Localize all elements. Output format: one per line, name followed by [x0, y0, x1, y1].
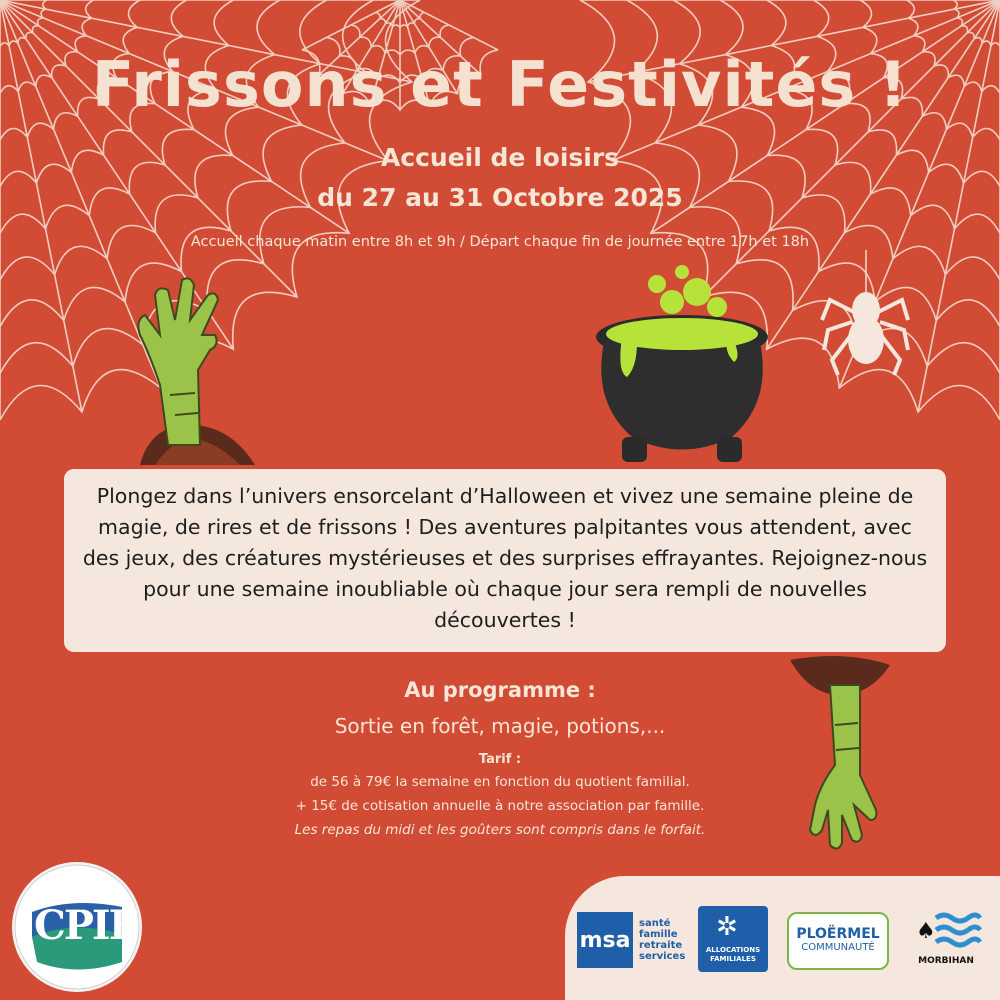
programme-text: Sortie en forêt, magie, potions,... — [334, 714, 666, 738]
msa-lines — [639, 918, 685, 962]
page-title: Frissons et Festivités ! — [91, 48, 909, 121]
caf-logo — [698, 906, 768, 972]
cauldron-icon — [582, 262, 782, 468]
msa-line: services — [639, 951, 686, 962]
description-box: Plongez dans l’univers ensorcelant d’Halloween et vivez une semaine pleine de magie, de rires et de frissons ! Des aventures palpitantes vous attendent, avec des jeux, des créatures mystérieuses et des surprises effrayantes. Rejoignez-nous pour une semaine inoubliable où chaque jour sera rempli de nouvelles découvertes ! — [64, 469, 946, 652]
hours-text: Accueil chaque matin entre 8h et 9h / Départ chaque fin de journée entre 17h et 18h — [190, 234, 810, 250]
caf-text: ALLOCATIONS FAMILIALES — [705, 946, 761, 963]
ploermel-line1: PLOËRMEL — [796, 926, 880, 942]
zombie-hand-icon — [120, 275, 260, 470]
svg-text:♠: ♠ — [916, 919, 936, 944]
morbihan-text: MORBIHAN — [918, 956, 974, 966]
subtitle-dates: du 27 au 31 Octobre 2025 — [317, 183, 683, 212]
cpie-logo — [12, 862, 142, 992]
msa-line: santé — [639, 918, 671, 929]
caf-family-icon: ✲ — [716, 912, 738, 942]
ploermel-line2: COMMUNAUTÉ — [801, 942, 875, 953]
msa-line: famille — [639, 929, 678, 940]
spider-icon — [820, 250, 910, 390]
cpie-letters: CPIE — [34, 902, 138, 949]
morbihan-logo — [910, 910, 982, 970]
ploermel-logo — [787, 912, 889, 970]
tarif-line-2: + 15€ de cotisation annuelle à notre association par famille. — [295, 798, 705, 814]
tarif-label: Tarif : — [478, 752, 522, 767]
msa-logo: msa — [577, 912, 633, 968]
partner-logos-panel — [565, 876, 1000, 1000]
programme-title: Au programme : — [404, 678, 596, 702]
subtitle-accueil: Accueil de loisirs — [380, 143, 620, 172]
tarif-line-1: de 56 à 79€ la semaine en fonction du quotient familial. — [310, 774, 690, 790]
msa-line: retraite — [639, 940, 683, 951]
tarif-line-3: Les repas du midi et les goûters sont compris dans le forfait. — [294, 822, 706, 838]
